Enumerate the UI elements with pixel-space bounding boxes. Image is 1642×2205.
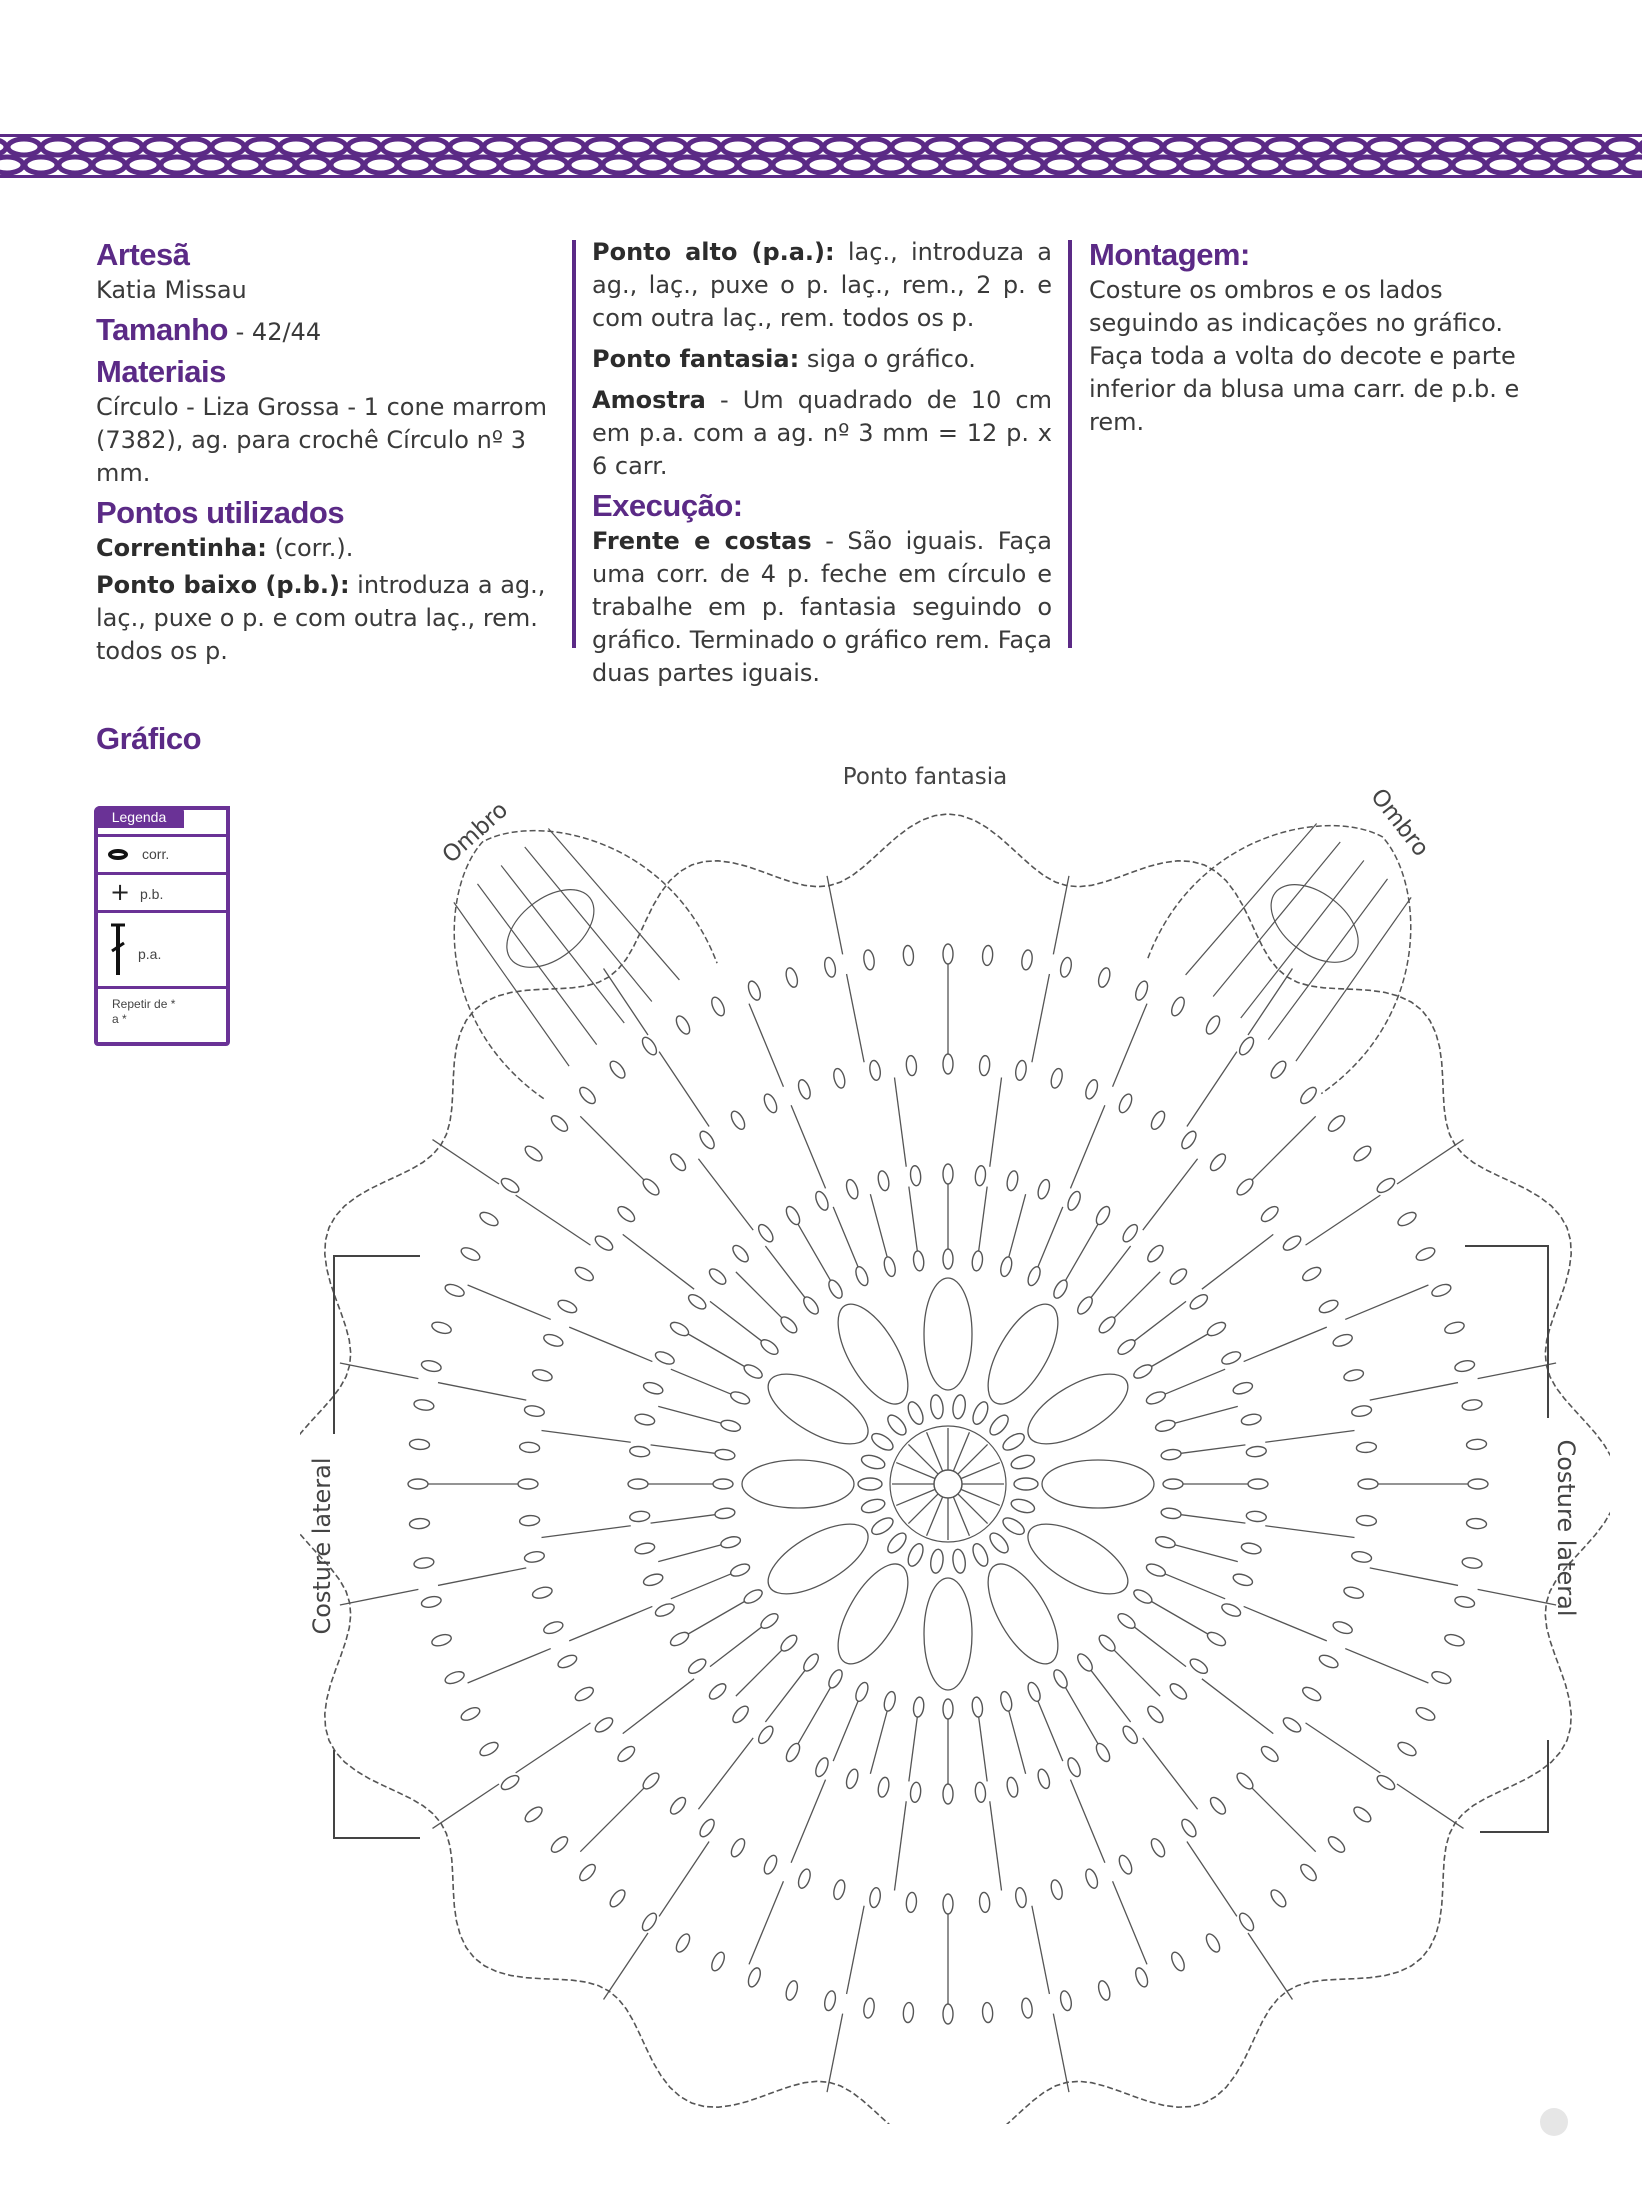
legend-label-pb: p.b. — [140, 886, 164, 902]
column-right — [1089, 236, 1551, 439]
column-divider-1 — [572, 240, 576, 648]
chain-oval-icon — [108, 849, 128, 860]
ponto-baixo-text: introduza a ag., laç., puxe o p. e com outra laç., rem. todos os p. — [96, 571, 546, 665]
side-seam-bracket-right — [1465, 1246, 1548, 1832]
legend-row-corr — [98, 834, 226, 873]
correntinha-term: Correntinha: — [96, 534, 267, 562]
legend-title: Legenda — [94, 806, 184, 828]
frente-costas-paragraph — [592, 525, 1052, 690]
heading-montagem: Montagem: — [1089, 237, 1250, 272]
heading-pontos-utilizados: Pontos utilizados — [96, 495, 345, 530]
chart-label-shoulder-right: Ombro — [1365, 783, 1434, 862]
ponto-baixo-term: Ponto baixo (p.b.): — [96, 571, 350, 599]
correntinha-paragraph — [96, 532, 558, 565]
amostra-text: - Um quadrado de 10 cm em p.a. com a ag. nº 3 mm = 12 p. x 6 carr. — [592, 386, 1052, 480]
heading-artesa: Artesã — [96, 237, 190, 272]
ponto-baixo-paragraph — [96, 569, 558, 668]
ponto-fantasia-term: Ponto fantasia: — [592, 345, 800, 373]
column-left — [96, 236, 558, 668]
artesa-name: Katia Missau — [96, 276, 247, 304]
legend-box — [94, 806, 230, 1046]
ponto-fantasia-paragraph — [592, 343, 1052, 376]
column-divider-2 — [1068, 240, 1072, 648]
ponto-alto-term: Ponto alto (p.a.): — [592, 238, 835, 266]
correntinha-text: (corr.). — [266, 534, 354, 562]
chart-label-top: Ponto fantasia — [842, 764, 1008, 790]
chart-label-side-left: Costure lateral — [308, 1457, 336, 1635]
column-middle — [592, 236, 1052, 690]
crochet-chart — [300, 748, 1610, 2124]
side-seam-bracket-left — [334, 1256, 420, 1838]
ponto-alto-paragraph — [592, 236, 1052, 335]
legend-label-corr: corr. — [142, 846, 170, 862]
amostra-term: Amostra — [592, 386, 706, 414]
legend-label-pa: p.a. — [138, 946, 162, 962]
frente-costas-text: - São iguais. Faça uma corr. de 4 p. feche em círculo e trabalhe em p. fantasia seguindo o gráfico. Terminado o gráfico rem. Faça duas partes iguais. — [592, 527, 1052, 687]
heading-tamanho: Tamanho — [96, 312, 228, 347]
double-crochet-icon — [108, 921, 130, 979]
materiais-text: Círculo - Liza Grossa - 1 cone marrom (7382), ag. para crochê Círculo nº 3 mm. — [96, 393, 547, 487]
heading-materiais: Materiais — [96, 354, 226, 389]
legend-row-pb — [98, 872, 226, 911]
legend-row-pa — [98, 910, 226, 987]
amostra-paragraph — [592, 384, 1052, 483]
frente-costas-term: Frente e costas — [592, 527, 812, 555]
legend-row-repetir — [98, 986, 226, 1041]
heading-execucao: Execução: — [592, 488, 743, 523]
decorative-chain-band — [0, 134, 1642, 178]
ponto-fantasia-text: siga o gráfico. — [799, 345, 976, 373]
page-corner-mark — [1540, 2108, 1568, 2136]
tamanho-value: - 42/44 — [228, 318, 322, 346]
ponto-alto-text: laç., introduza a ag., laç., puxe o p. laç., rem., 2 p. e com outra laç., rem. todos os p. — [592, 238, 1052, 332]
chart-label-shoulder-left: Ombro — [437, 796, 514, 869]
heading-grafico: Gráfico — [96, 721, 202, 756]
montagem-text: Costure os ombros e os lados seguindo as indicações no gráfico. Faça toda a volta do decote e parte inferior da blusa uma carr. de p.b. e rem. — [1089, 276, 1520, 436]
legend-label-repetir: Repetir de * a * — [112, 997, 176, 1026]
chart-label-side-right: Costure lateral — [1552, 1439, 1580, 1617]
crochet-diagram — [300, 763, 1610, 2124]
plus-icon: + — [110, 878, 131, 906]
